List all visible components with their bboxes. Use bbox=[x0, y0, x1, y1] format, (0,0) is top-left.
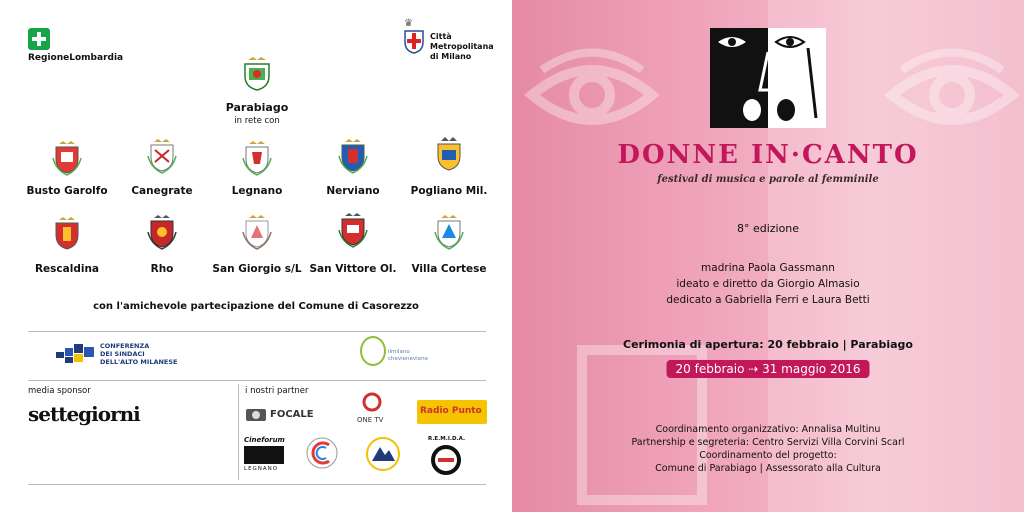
remida-logo bbox=[426, 436, 466, 476]
focale-camera-icon bbox=[246, 406, 268, 422]
conferenza-line-1: CONFERENZA bbox=[100, 342, 150, 350]
conferenza-line-3: DELL'ALTO MILANESE bbox=[100, 358, 178, 366]
circle-c-partner-icon bbox=[305, 436, 339, 472]
citta-line-2: Metropolitana bbox=[430, 42, 494, 51]
town-rescaldina: Rescaldina bbox=[34, 263, 100, 275]
milano-logo-text bbox=[388, 349, 428, 363]
vertical-divider bbox=[238, 384, 239, 480]
film-strip-icon bbox=[244, 446, 284, 464]
villa-cortese-crest-icon bbox=[432, 214, 466, 250]
town-canegrate: Canegrate bbox=[131, 185, 193, 197]
cerimonia-apertura: Cerimonia di apertura: 20 febbraio | Parabiago bbox=[623, 338, 913, 351]
cineforum-text: Cineforum bbox=[244, 436, 285, 444]
media-sponsor-label: media sponsor bbox=[28, 386, 91, 396]
regione-lombardia-text: RegioneLombardia bbox=[28, 53, 124, 63]
milano-line-2: chevieneviene bbox=[388, 356, 428, 362]
onetv-logo bbox=[352, 392, 392, 428]
radio-punto-text: Radio Punto bbox=[420, 406, 482, 416]
remida-text: R.E.M.I.D.A. bbox=[428, 436, 466, 442]
town-rho: Rho bbox=[150, 263, 174, 275]
conferenza-line-2: DEI SINDACI bbox=[100, 350, 145, 358]
background-eye-left-icon bbox=[522, 40, 662, 150]
regione-lombardia-logo bbox=[28, 28, 124, 63]
festival-title: DONNE IN·CANTO bbox=[617, 140, 919, 170]
lombardia-cross-icon bbox=[28, 28, 50, 50]
busto-garolfo-crest-icon bbox=[50, 140, 84, 176]
right-panel bbox=[512, 0, 1024, 512]
background-mouth-icon bbox=[572, 330, 712, 510]
credit-ideato: ideato e diretto da Giorgio Almasio bbox=[676, 278, 860, 290]
coord-partnership: Partnership e segreteria: Centro Servizi Villa Corvini Scarl bbox=[631, 437, 905, 448]
crown-icon: ♛ bbox=[404, 18, 413, 29]
divider-2 bbox=[28, 380, 486, 381]
theatre-mask-logo-icon bbox=[710, 28, 826, 128]
san-vittore-crest-icon bbox=[336, 212, 370, 248]
citta-metropolitana-text bbox=[430, 32, 510, 62]
coordination-block bbox=[632, 423, 905, 475]
focale-text: FOCALE bbox=[270, 409, 314, 420]
credit-madrina: madrina Paola Gassmann bbox=[701, 262, 835, 274]
conferenza-squares-icon bbox=[56, 344, 96, 364]
divider-3 bbox=[28, 484, 486, 485]
town-san-vittore: San Vittore Ol. bbox=[309, 263, 397, 275]
legnano-sub-text: LEGNANO bbox=[244, 466, 279, 472]
onetv-ring-icon bbox=[362, 392, 382, 412]
coord-progetto: Coordinamento del progetto: bbox=[699, 450, 837, 461]
parabiago-label: Parabiago bbox=[225, 101, 289, 114]
town-busto-garolfo: Busto Garolfo bbox=[26, 185, 108, 197]
pogliano-crest-icon bbox=[432, 136, 466, 172]
settegiorni-logo: settegiorni bbox=[28, 402, 140, 426]
festival-dates-badge: 20 febbraio ⇢ 31 maggio 2016 bbox=[667, 360, 870, 378]
legnano-crest-icon bbox=[240, 140, 274, 176]
coord-organizzativo: Coordinamento organizzativo: Annalisa Multinu bbox=[655, 424, 881, 435]
canegrate-crest-icon bbox=[145, 138, 179, 174]
milano-ring-icon bbox=[360, 336, 386, 366]
town-nerviano: Nerviano bbox=[326, 185, 380, 197]
divider-1 bbox=[28, 331, 486, 332]
circle-mountain-partner-icon bbox=[365, 436, 401, 472]
focale-logo bbox=[246, 403, 322, 427]
milano-line-1: ilmilano bbox=[388, 349, 410, 355]
citta-line-1: Città bbox=[430, 32, 452, 41]
background-eye-right-icon bbox=[882, 40, 1022, 150]
festival-subtitle: festival di musica e parole al femminile bbox=[657, 174, 879, 185]
town-villa-cortese: Villa Cortese bbox=[411, 263, 487, 275]
amichevole-text: con l'amichevole partecipazione del Comune di Casorezzo bbox=[93, 301, 419, 312]
parabiago-crest-icon bbox=[240, 56, 274, 92]
san-giorgio-crest-icon bbox=[240, 214, 274, 250]
partners-label: i nostri partner bbox=[245, 386, 309, 396]
town-legnano: Legnano bbox=[231, 185, 283, 197]
edition-label: 8° edizione bbox=[736, 222, 800, 235]
town-pogliano: Pogliano Mil. bbox=[410, 185, 488, 197]
rho-crest-icon bbox=[145, 214, 179, 250]
citta-line-3: di Milano bbox=[430, 52, 472, 61]
cineforum-logo bbox=[244, 436, 286, 474]
remida-circle-icon bbox=[430, 444, 462, 476]
milano-shield-icon bbox=[404, 30, 424, 54]
credit-dedicato: dedicato a Gabriella Ferri e Laura Betti bbox=[666, 294, 870, 306]
credits-block bbox=[666, 260, 869, 308]
onetv-text: ONE TV bbox=[357, 416, 384, 424]
coord-comune: Comune di Parabiago | Assessorato alla Cultura bbox=[655, 463, 881, 474]
in-rete-con-label: in rete con bbox=[234, 116, 280, 126]
town-san-giorgio: San Giorgio s/L bbox=[212, 263, 302, 275]
conferenza-text bbox=[100, 342, 178, 366]
rescaldina-crest-icon bbox=[50, 216, 84, 252]
nerviano-crest-icon bbox=[336, 138, 370, 174]
radio-punto-logo bbox=[417, 400, 487, 424]
